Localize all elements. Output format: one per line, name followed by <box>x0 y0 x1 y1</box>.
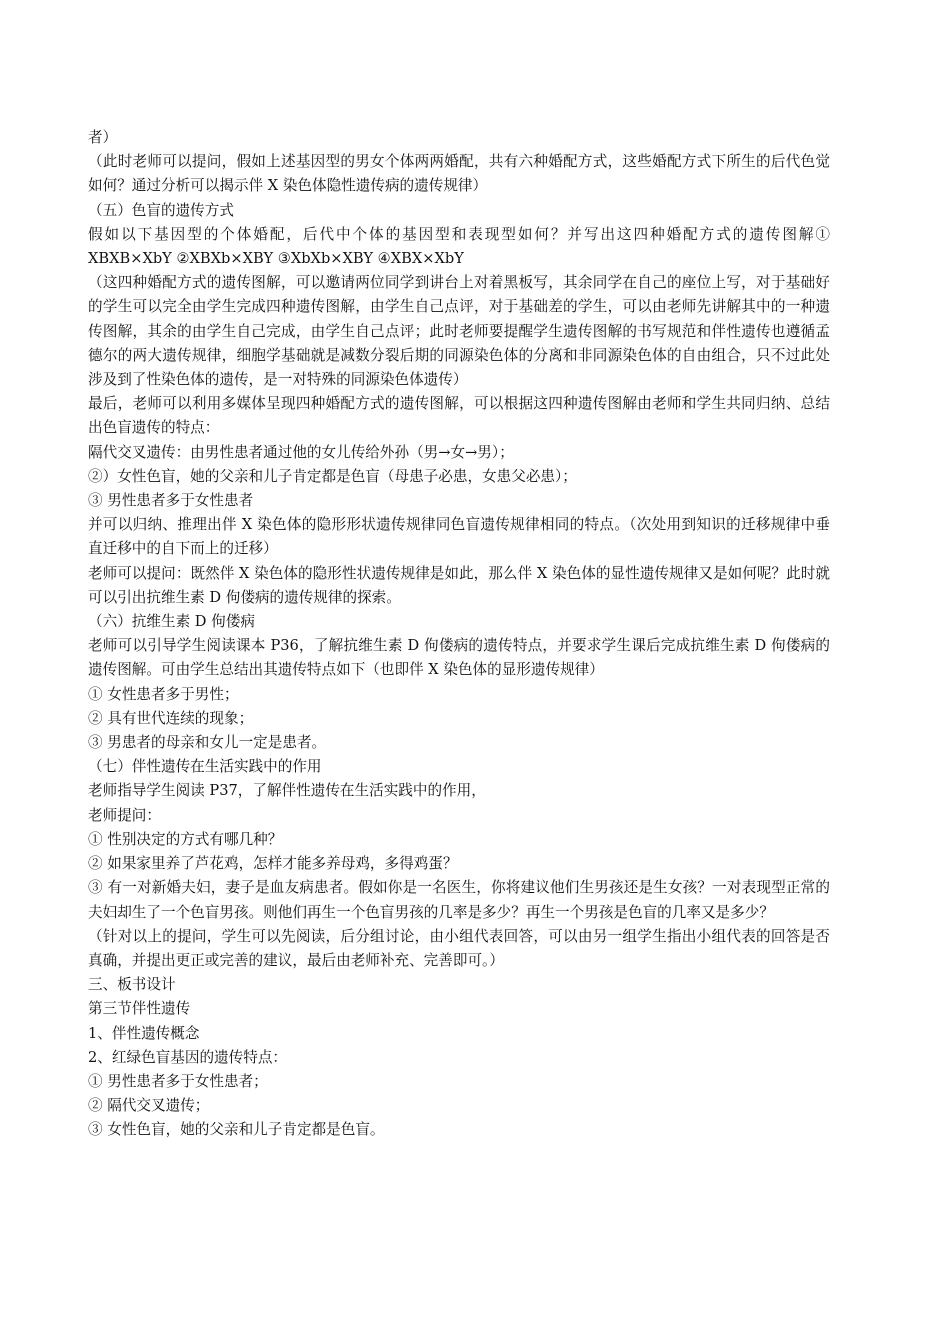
list-item: ② 如果家里养了芦花鸡，怎样才能多养母鸡，多得鸡蛋？ <box>88 855 458 873</box>
section-heading: （五）色盲的遗传方式 <box>88 201 234 219</box>
document-page <box>88 126 830 1143</box>
list-item: ② 隔代交叉遗传； <box>88 1097 210 1115</box>
section-heading: （六）抗维生素 D 佝偻病 <box>88 613 255 631</box>
paragraph: 老师可以引导学生阅读课本 P36，了解抗维生素 D 佝偻病的遗传特点，并要求学生课后完成抗维生素 D 佝偻病的遗传图解。可由学生总结出其遗传特点如下（也即伴 X 染色体的显形遗传规律） <box>88 637 830 679</box>
paragraph: 老师指导学生阅读 P37，了解伴性遗传在生活实践中的作用， <box>88 782 486 800</box>
paragraph: 最后，老师可以利用多媒体呈现四种婚配方式的遗传图解，可以根据这四种遗传图解由老师和学生共同归纳、总结出色盲遗传的特点： <box>88 395 830 437</box>
list-item: ② 具有世代连续的现象； <box>88 709 254 727</box>
paragraph: 老师提问： <box>88 806 161 824</box>
list-item: ① 男性患者多于女性患者； <box>88 1072 268 1090</box>
list-item: 2、红绿色盲基因的遗传特点： <box>88 1048 288 1066</box>
paragraph: 假如以下基因型的个体婚配，后代中个体的基因型和表现型如何？并写出这四种婚配方式的遗传图解① XBXB×XbY ②XBXb×XBY ③XbXb×XBY ④XBX×XbY <box>88 225 830 268</box>
section-heading: （七）伴性遗传在生活实践中的作用 <box>88 758 322 776</box>
paragraph: （针对以上的提问，学生可以先阅读，后分组讨论，由小组代表回答，可以由另一组学生指出小组代表的回答是否真确，并提出更正或完善的建议，最后由老师补充、完善即可。） <box>88 927 830 969</box>
paragraph: 者） <box>88 129 118 146</box>
list-item: ③ 男性患者多于女性患者 <box>88 492 254 510</box>
list-item: ③ 女性色盲，她的父亲和儿子肯定都是色盲。 <box>88 1121 385 1139</box>
paragraph: 第三节伴性遗传 <box>88 1000 191 1018</box>
list-item: ① 女性患者多于男性； <box>88 685 239 703</box>
paragraph: （此时老师可以提问，假如上述基因型的男女个体两两婚配，共有六种婚配方式，这些婚配方式下所生的后代色觉如何？通过分析可以揭示伴 X 染色体隐性遗传病的遗传规律） <box>88 153 830 195</box>
list-item: ②）女性色盲，她的父亲和儿子肯定都是色盲（母患子必患，女患父必患）； <box>88 467 577 485</box>
list-item: ③ 有一对新婚夫妇，妻子是血友病患者。假如你是一名医生，你将建议他们生男孩还是生女孩？一对表现型正常的夫妇却生了一个色盲男孩。则他们再生一个色盲男孩的几率是多少？再生一个男孩是色盲的几率又是多少？ <box>88 879 830 921</box>
list-item: 隔代交叉遗传：由男性患者通过他的女儿传给外孙（男→女→男）； <box>88 443 514 461</box>
list-item: 1、伴性遗传概念 <box>88 1024 200 1042</box>
section-heading: 三、板书设计 <box>88 976 176 994</box>
paragraph: 老师可以提问：既然伴 X 染色体的隐形性状遗传规律是如此，那么伴 X 染色体的显性遗传规律又是如何呢？此时就可以引出抗维生素 D 佝偻病的遗传规律的探索。 <box>88 564 830 606</box>
list-item: ① 性别决定的方式有哪几种？ <box>88 830 283 848</box>
paragraph: （这四种婚配方式的遗传图解，可以邀请两位同学到讲台上对着黑板写，其余同学在自己的座位上写，对于基础好的学生可以完全由学生完成四种遗传图解，由学生自己点评，对于基础差的学生，可以由老师先讲解其中的一种遗传图解，其余的由学生自己完成，由学生自己点评；此时老师要提醒学生遗传图解的书写规范和伴性遗传也遵循孟德尔的两大遗传规律，细胞学基础就是减数分裂后期的同源染色体的分离和非同源染色体的自由组合，只不过此处涉及到了性染色体的遗传，是一对特殊的同源染色体遗传） <box>88 274 830 389</box>
list-item: ③ 男患者的母亲和女儿一定是患者。 <box>88 734 327 752</box>
paragraph: 并可以归纳、推理出伴 X 染色体的隐形形状遗传规律同色盲遗传规律相同的特点。（次处用到知识的迁移规律中垂直迁移中的自下而上的迁移） <box>88 516 830 558</box>
